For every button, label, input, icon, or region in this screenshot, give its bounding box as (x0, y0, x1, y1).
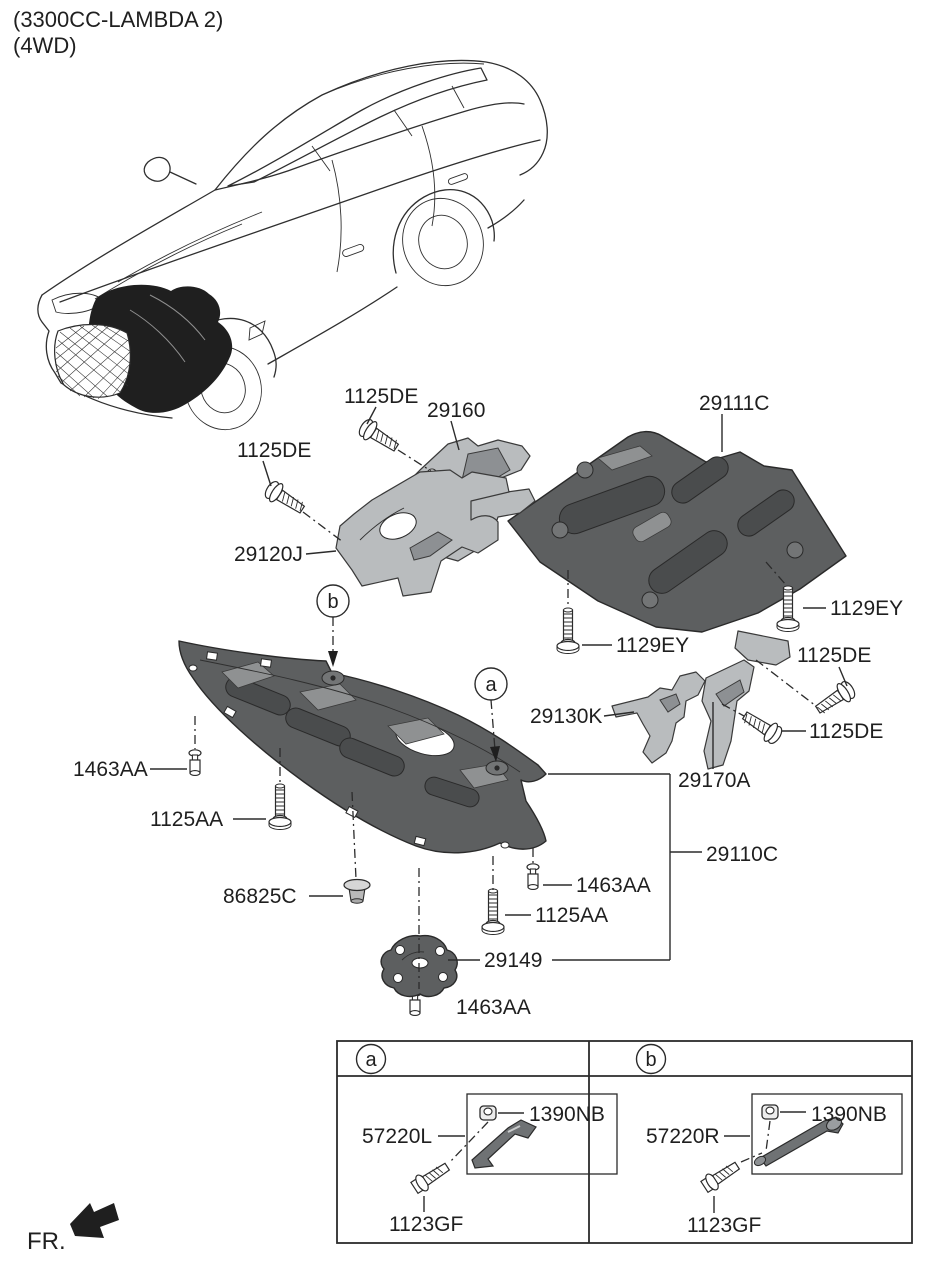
table-marker-a: a (365, 1049, 377, 1071)
vehicle-illustration (38, 60, 547, 439)
label-29120j: 29120J (234, 543, 303, 566)
label-29160: 29160 (427, 399, 486, 422)
bolt-1129ey-bottom (557, 608, 579, 654)
bolt-1125de-right-upper (812, 678, 858, 718)
marker-b-callout (317, 585, 349, 617)
deflector-57220l-shape (472, 1120, 536, 1168)
label-29111c: 29111C (699, 392, 770, 415)
clip-1390nb-b (762, 1105, 778, 1119)
label-1390nb-b: 1390NB (811, 1103, 887, 1126)
part-29120j-side-cover (336, 470, 509, 596)
screw-1125aa-left (269, 784, 291, 830)
label-29170a: 29170A (678, 769, 751, 792)
legend-cell-b (646, 1094, 902, 1237)
label-57220l: 57220L (362, 1125, 433, 1148)
label-fr: FR. (27, 1228, 66, 1255)
legend-cell-a (362, 1094, 617, 1236)
label-29149: 29149 (484, 949, 543, 972)
label-1125aa-left: 1125AA (150, 808, 224, 831)
front-direction-marker (27, 1203, 119, 1255)
part-29170a-side-cover (702, 631, 790, 769)
marker-b-letter: b (327, 591, 339, 613)
marker-a-letter: a (485, 674, 497, 696)
label-57220r: 57220R (646, 1125, 720, 1148)
label-1129ey-bottom: 1129EY (616, 634, 690, 657)
bolt-1125de-right-lower (739, 707, 785, 747)
bolt-1125de-top (356, 416, 402, 456)
label-1125de-right-lower: 1125DE (809, 720, 884, 743)
label-1125de-right-upper: 1125DE (797, 644, 872, 667)
label-1463aa-left: 1463AA (73, 758, 148, 781)
label-1463aa-bottom: 1463AA (456, 996, 531, 1019)
marker-a-callout (475, 668, 507, 700)
clip-1390nb-a (480, 1106, 496, 1120)
label-1123gf-b: 1123GF (687, 1214, 762, 1237)
drivetrain-note: (4WD) (13, 33, 77, 58)
bolt-1123gf-b (700, 1158, 743, 1194)
screw-1125aa-mid (482, 889, 504, 935)
rivet-1463aa-mid (527, 864, 539, 890)
engine-variant-note: (3300CC-LAMBDA 2) (13, 7, 224, 32)
bolt-1125de-left (262, 478, 308, 518)
label-1125aa-mid: 1125AA (535, 904, 609, 927)
part-29130k-side-cover (612, 672, 705, 763)
label-1123gf-a: 1123GF (389, 1213, 464, 1236)
legend-table (337, 1041, 912, 1243)
label-1463aa-mid: 1463AA (576, 874, 651, 897)
label-1125de-left: 1125DE (237, 439, 312, 462)
bolt-1123gf-a (410, 1159, 453, 1195)
label-1390nb-a: 1390NB (529, 1103, 605, 1126)
rivet-1463aa-left (189, 750, 201, 776)
table-marker-b: b (645, 1049, 657, 1071)
label-29110c: 29110C (706, 843, 779, 866)
plug-86825c (344, 880, 370, 904)
arrow-b (328, 651, 338, 667)
label-1125de-top: 1125DE (344, 385, 419, 408)
label-86825c: 86825C (223, 885, 297, 908)
front-direction-arrow-icon (70, 1203, 119, 1238)
label-29130k: 29130K (530, 705, 603, 728)
part-29111c-under-cover-rear (508, 432, 846, 632)
label-1129ey-right: 1129EY (830, 597, 904, 620)
